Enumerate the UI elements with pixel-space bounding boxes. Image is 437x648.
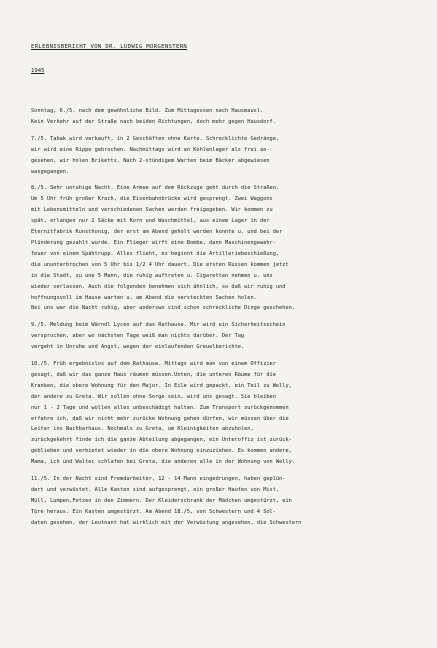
report-paragraph — [31, 474, 425, 529]
text-line: mit Lebensmitteln und verschiedenen Sachen werden freigegeben. Wir kommen zu — [31, 207, 273, 214]
text-line: feuer von einem Spähtrupp. Alles flieht, es beginnt die Artilleriebeschießung, — [31, 250, 280, 257]
text-line: Bei uns war die Nacht ruhig, aber anderswo sind schon schreckliche Dinge geschehen. — [31, 305, 296, 312]
text-line: Türe heraus. Ein Kasten umgestürzt. Am Abend 18./5, von Schwestern und 4 Sol- — [31, 508, 276, 515]
text-line: in die Stadt, zu une 5 Mann, die ruhig auftreten u. Cigaretten nehmen u. uns — [31, 272, 273, 279]
text-line: geblieben und verbietet wieder in die obere Wohnung einzuziehen. Es kommen andere, — [31, 448, 292, 455]
text-line: 10./5. Früh ergebnislos auf dem Rathause. Mittags wird man von einem Offizier — [31, 361, 276, 368]
text-line: versprochen, aber wo nächsten Tage weiß man nichts darüber. Der Tag — [31, 333, 245, 340]
text-line: gesehen, wir holen Briketts. Nach 2-stündigem Warten beim Bäcker abgewiesen — [31, 157, 270, 164]
text-line: der andere zu Greta. Wir sollen ohne Sorge sein, wird uns gesagt. Sie bleiben — [31, 393, 276, 400]
text-line: Kranken, die obere Wohnung für den Major. In Eile wird gepackt, ein Teil zu Welly, — [31, 382, 292, 389]
text-line: 7./5. Tabak wird verkauft, in 2 Geschäften ohne Karte. Schrecklichte Gedränge, — [31, 135, 280, 142]
text-line: Um 5 Uhr früh großer Krach, die Eisenbahnbrücke wird gesprengt. Zwei Waggons — [31, 196, 273, 203]
report-paragraph — [31, 183, 425, 314]
text-line: 8./5. Sehr unruhige Nacht. Eine Armee auf dem Rückzuge geht durch die Straßen. — [31, 185, 280, 192]
text-line: daten gesehen, der Leutnant hat wirklich mit der Verwüstung angesehen, die Schwestern — [31, 519, 302, 526]
text-line: gesagt, daß wir das ganze Haus räumen müssen.Unten, die unteren Räume für die — [31, 371, 276, 378]
text-line: Plünderung gezahlt wurde. Ein Flieger wirft eine Bombe, dann Maschinengewehr- — [31, 239, 276, 246]
text-line: erfahre ich, daß wir nicht mehr zurücke Wohnung gehen dürfen, wir müssen über die — [31, 415, 289, 422]
report-year: 1945 — [31, 68, 45, 74]
text-line: Leiter ins Nachbarhaus. Nochmals zu Greta, um Kleinigkeiten abzuholen, — [31, 426, 254, 433]
text-line: Kein Verkehr auf der Straße nach beiden Richtungen, doch mehr gegen Hausdorf. — [31, 118, 276, 125]
text-line: 9./5. Meldung beim Wärndl Lyceo auf das Rathause. Mir wird ein Sicherheitsschein — [31, 322, 286, 329]
report-body — [31, 106, 425, 529]
text-line: 11./5. In der Nacht sind Fremdarbeiter, 12 - 14 Mann eingedrungen, haben geplün- — [31, 476, 286, 483]
text-line: die ununterbrochen von 5 Uhr bis 1/2 4 Uhr dauert. Die ersten Russen kommen jetzt — [31, 261, 289, 268]
report-paragraph — [31, 134, 425, 178]
text-line: vergeht in Unruhe und Angst, wegen der einlaufenden Greuelberichte. — [31, 344, 245, 351]
text-line: Eternitfabrik Kunsthonig, der erst am Abend geholt werden konnte u. und bei der — [31, 229, 283, 236]
text-line: wieder verlassen. Auch die folgenden benehmen sich ähnlich, so daß wir ruhig und — [31, 283, 286, 290]
text-line: zurückgekehrt finde ich die ganze Abteilung abgegangen, ein Unteroffiz ist zurück- — [31, 437, 292, 444]
text-line: Sonntag, 6./5. nach dem gewöhnliche Bild. Zum Mittagessen nach Hausmausl. — [31, 108, 264, 114]
text-line: dert und verwüstet. Alle Kasten sind aufgesprengt, ein großer Haufen von Mist, — [31, 487, 280, 493]
report-paragraph — [31, 106, 425, 128]
text-line: nur 1 - 2 Tage und wollen alles unbeschädigt halten. Zum Transport zurückgenommen — [31, 404, 289, 411]
text-line: spät, erlangen nur 2 Säcke mit Korn und Waschmittel, aus einem Lager in der — [31, 218, 270, 225]
text-line: wir wird eine Rippe gebrochen. Nachmittags wird an Kohlenlager als frei an- — [31, 146, 270, 153]
report-paragraph — [31, 359, 425, 468]
text-line: Mama, ich und Waltec schlafen bei Greta, die anderen alle in der Wohnung von Welly. — [31, 459, 296, 466]
text-line: Müll, Lumpen,Fetzen in den Zimmern. Der Kleiderschrank der Mädchen umgestürzt, ein — [31, 497, 292, 504]
text-line: hoffnungsvoll im Hause warten u. am Abend die versteckten Sachen holen. — [31, 294, 257, 301]
report-title: ERLEBNISBERICHT VON DR. LUDWIG MORGENSTERN — [31, 44, 188, 50]
report-paragraph — [31, 320, 425, 353]
text-line: wasgegangen. — [31, 168, 70, 175]
